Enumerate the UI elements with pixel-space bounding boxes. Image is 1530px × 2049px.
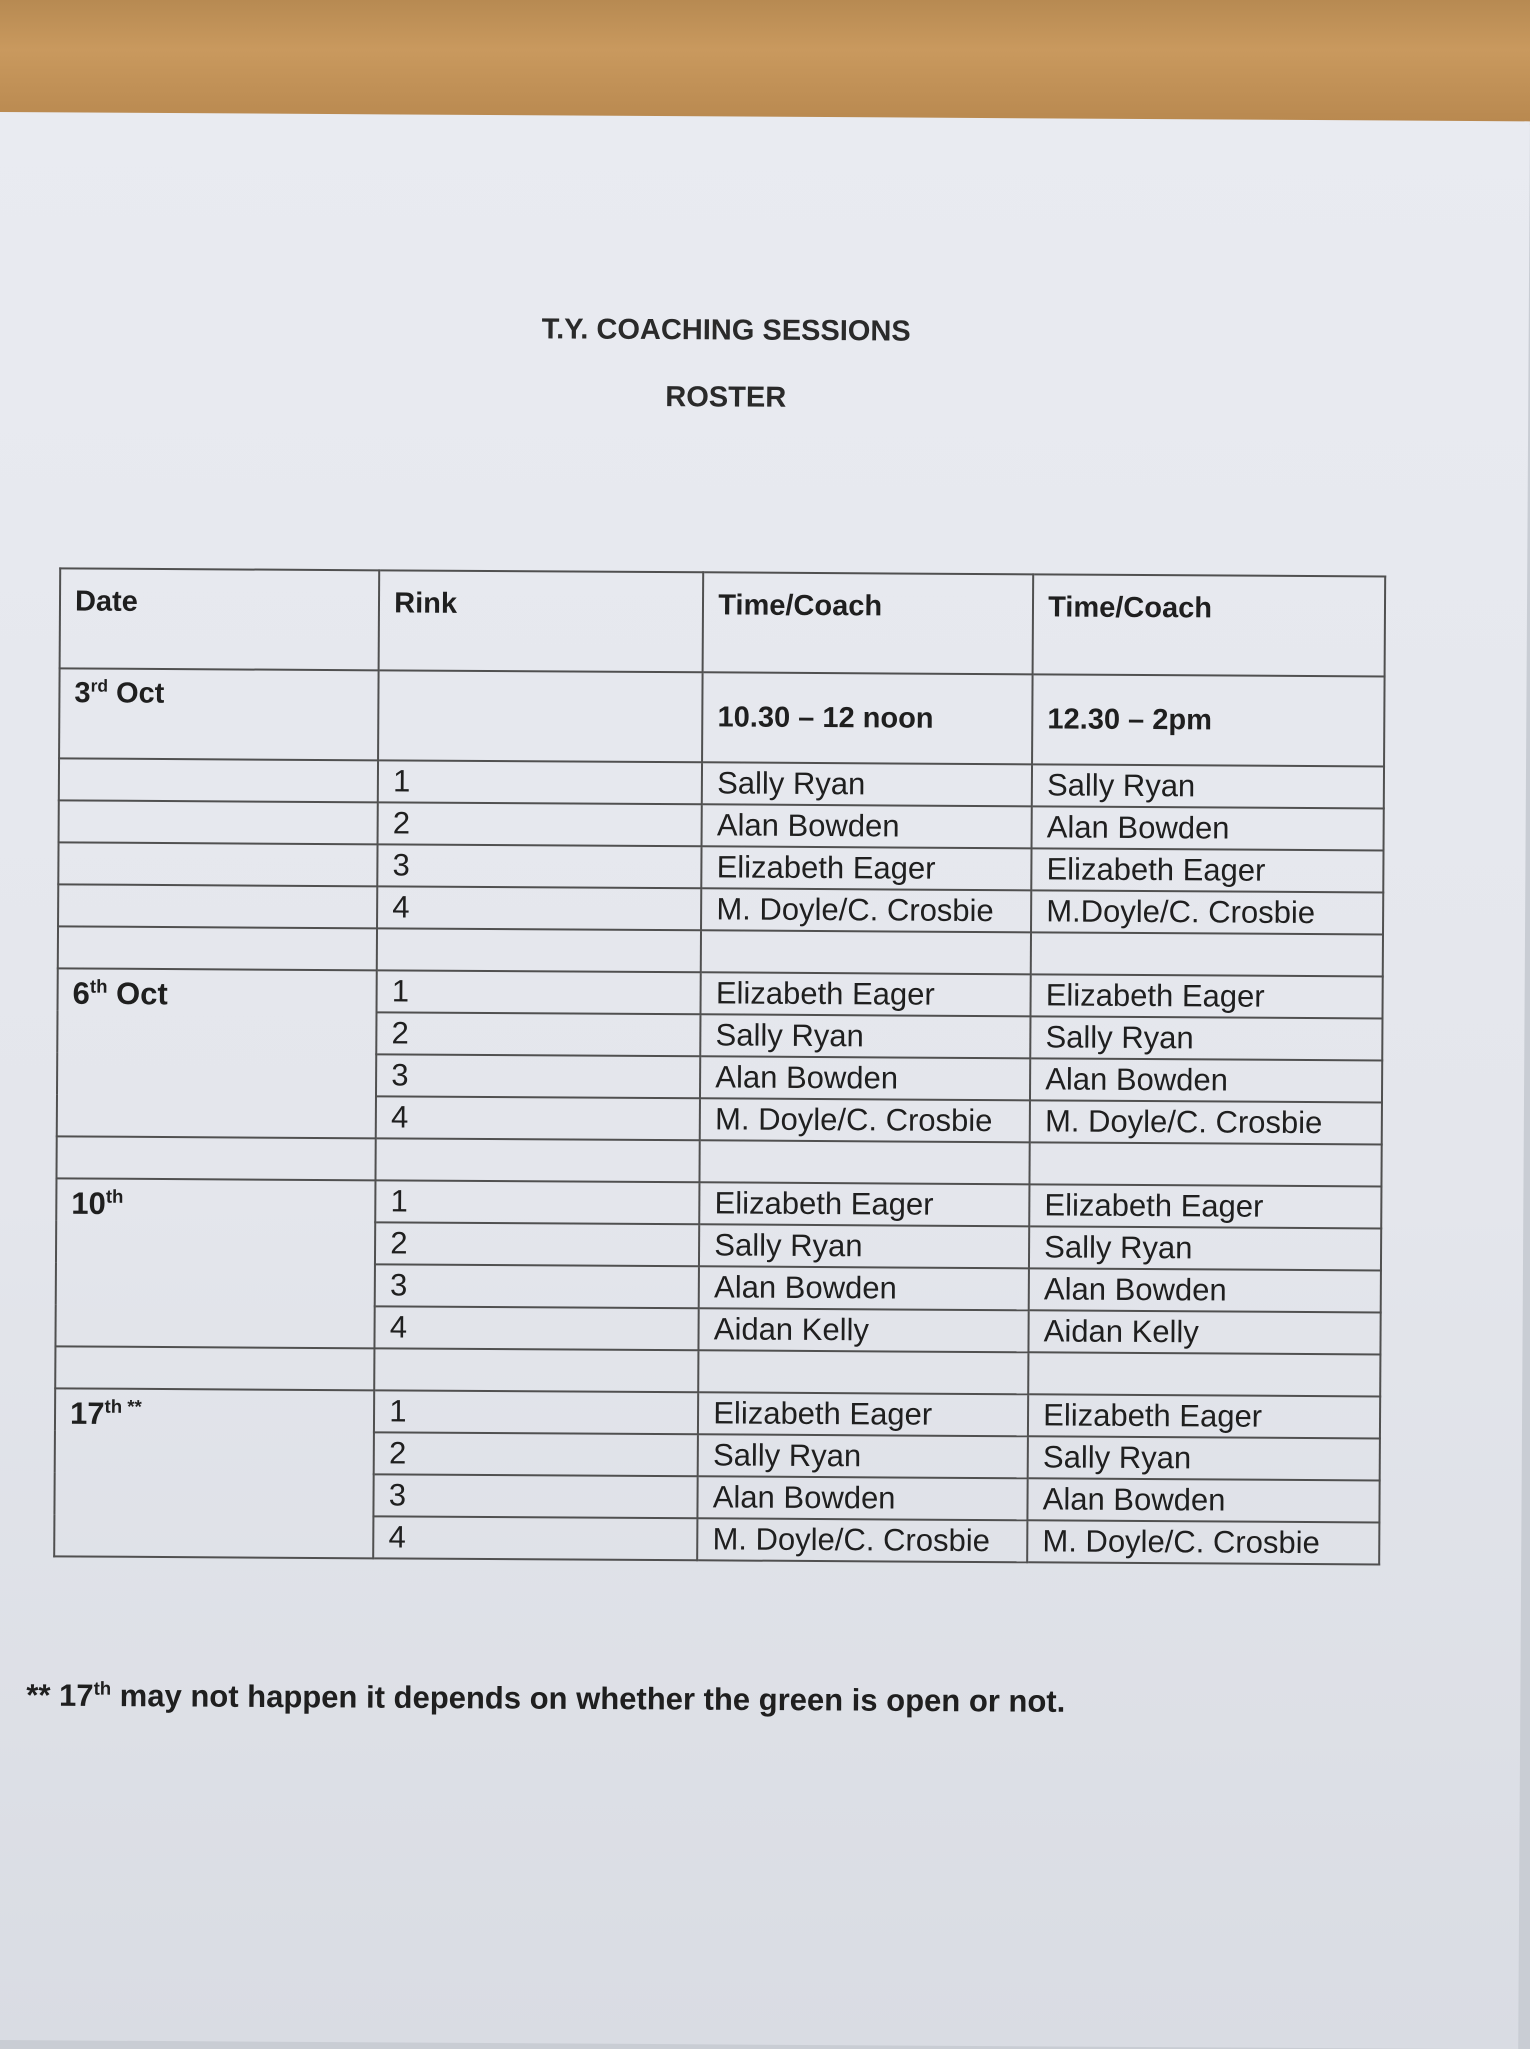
coach-slot-2: Sally Ryan bbox=[1028, 1436, 1380, 1480]
coach-slot-1: Sally Ryan bbox=[702, 762, 1032, 806]
date-month: Oct bbox=[108, 677, 165, 709]
rink-number: 1 bbox=[377, 970, 701, 1014]
date-suffix: th bbox=[106, 1186, 124, 1207]
rink-cell-empty bbox=[378, 670, 703, 762]
time-slot-2: 12.30 – 2pm bbox=[1032, 674, 1384, 766]
rink-number: 1 bbox=[375, 1180, 699, 1224]
date-cell-empty bbox=[58, 884, 377, 928]
date-suffix: th ** bbox=[105, 1396, 142, 1417]
coach-slot-1: Elizabeth Eager bbox=[702, 846, 1032, 890]
coach-slot-2: Sally Ryan bbox=[1030, 1016, 1382, 1060]
session-date bbox=[59, 668, 379, 760]
coach-slot-2: Elizabeth Eager bbox=[1028, 1394, 1380, 1438]
spacer-cell bbox=[55, 1346, 374, 1390]
coach-slot-1: Sally Ryan bbox=[699, 1224, 1029, 1268]
table-row bbox=[58, 968, 1383, 1018]
date-cell-empty bbox=[58, 842, 377, 886]
rink-number: 4 bbox=[375, 1306, 699, 1350]
coach-slot-2: Elizabeth Eager bbox=[1031, 974, 1383, 1018]
coach-slot-1: Alan Bowden bbox=[698, 1476, 1028, 1520]
date-cell-empty bbox=[59, 800, 378, 844]
spacer-cell bbox=[374, 1348, 698, 1392]
spacer-cell bbox=[58, 926, 377, 970]
document-subtitle: ROSTER bbox=[0, 377, 1453, 419]
coach-slot-1: M. Doyle/C. Crosbie bbox=[700, 1098, 1030, 1142]
rink-number: 2 bbox=[375, 1222, 699, 1266]
rink-number: 1 bbox=[374, 1390, 698, 1434]
coach-slot-1: Alan Bowden bbox=[699, 1266, 1029, 1310]
spacer-cell bbox=[1028, 1352, 1380, 1396]
table-row bbox=[55, 1388, 1380, 1438]
document-title: T.Y. COACHING SESSIONS bbox=[0, 310, 1454, 352]
coach-slot-1: Sally Ryan bbox=[700, 1014, 1030, 1058]
spacer-cell bbox=[1030, 1142, 1382, 1186]
wooden-table-surface bbox=[0, 0, 1530, 125]
rink-number: 1 bbox=[378, 760, 702, 804]
date-day: 3 bbox=[74, 677, 90, 709]
rink-number: 2 bbox=[374, 1432, 698, 1476]
coach-slot-2: Alan Bowden bbox=[1032, 806, 1384, 850]
header-date: Date bbox=[60, 568, 380, 670]
header-rink: Rink bbox=[379, 570, 704, 672]
rink-number: 2 bbox=[378, 802, 702, 846]
date-month: Oct bbox=[107, 976, 168, 1011]
session-date bbox=[54, 1388, 374, 1558]
coach-slot-2: Alan Bowden bbox=[1028, 1478, 1380, 1522]
coach-slot-1: M. Doyle/C. Crosbie bbox=[701, 888, 1031, 932]
spacer-cell bbox=[1031, 932, 1383, 976]
coach-slot-1: Alan Bowden bbox=[700, 1056, 1030, 1100]
header-time-coach-1: Time/Coach bbox=[703, 572, 1034, 674]
rink-number: 4 bbox=[373, 1516, 697, 1560]
time-slot-1: 10.30 – 12 noon bbox=[702, 672, 1032, 764]
coach-slot-1: Aidan Kelly bbox=[699, 1308, 1029, 1352]
coach-slot-1: M. Doyle/C. Crosbie bbox=[697, 1518, 1027, 1562]
coach-slot-2: Sally Ryan bbox=[1032, 764, 1384, 808]
rink-number: 3 bbox=[375, 1264, 699, 1308]
footnote-marker: ** bbox=[26, 1678, 59, 1713]
paper-sheet bbox=[0, 112, 1530, 2049]
date-suffix: th bbox=[90, 976, 108, 997]
rink-number: 2 bbox=[376, 1012, 700, 1056]
rink-number: 4 bbox=[377, 886, 701, 930]
rink-number: 3 bbox=[377, 844, 701, 888]
coach-slot-1: Sally Ryan bbox=[698, 1434, 1028, 1478]
spacer-cell bbox=[700, 1140, 1030, 1184]
date-day: 6 bbox=[73, 976, 90, 1011]
footnote-suffix: th bbox=[94, 1678, 112, 1699]
coach-slot-1: Elizabeth Eager bbox=[698, 1392, 1028, 1436]
date-cell-empty bbox=[59, 758, 378, 802]
date-day: 17 bbox=[70, 1396, 105, 1431]
coach-slot-2: Alan Bowden bbox=[1030, 1058, 1382, 1102]
rink-number: 3 bbox=[374, 1474, 698, 1518]
date-day: 10 bbox=[71, 1186, 106, 1221]
session-date bbox=[57, 968, 377, 1138]
footnote-date: 17 bbox=[59, 1678, 94, 1713]
rink-number: 4 bbox=[376, 1096, 700, 1140]
roster-table bbox=[53, 567, 1386, 1565]
coach-slot-2: Alan Bowden bbox=[1029, 1268, 1381, 1312]
coach-slot-2: M. Doyle/C. Crosbie bbox=[1030, 1100, 1382, 1144]
header-time-coach-2: Time/Coach bbox=[1033, 574, 1385, 676]
footnote bbox=[26, 1677, 1426, 1722]
header-row bbox=[60, 568, 1386, 676]
coach-slot-2: Elizabeth Eager bbox=[1029, 1184, 1381, 1228]
table-row bbox=[56, 1178, 1381, 1228]
coach-slot-1: Elizabeth Eager bbox=[701, 972, 1031, 1016]
footnote-text: may not happen it depends on whether the green is open or not. bbox=[111, 1678, 1065, 1719]
rink-number: 3 bbox=[376, 1054, 700, 1098]
spacer-cell bbox=[56, 1136, 375, 1180]
spacer-cell bbox=[376, 1138, 700, 1182]
coach-slot-2: M.Doyle/C. Crosbie bbox=[1031, 890, 1383, 934]
date-suffix: rd bbox=[91, 676, 109, 696]
coach-slot-2: Aidan Kelly bbox=[1029, 1310, 1381, 1354]
coach-slot-2: M. Doyle/C. Crosbie bbox=[1027, 1520, 1379, 1564]
spacer-cell bbox=[377, 928, 701, 972]
spacer-cell bbox=[701, 930, 1031, 974]
coach-slot-1: Elizabeth Eager bbox=[699, 1182, 1029, 1226]
spacer-cell bbox=[698, 1350, 1028, 1394]
time-slot-row bbox=[59, 668, 1385, 766]
coach-slot-2: Elizabeth Eager bbox=[1031, 848, 1383, 892]
session-date bbox=[55, 1178, 375, 1348]
coach-slot-1: Alan Bowden bbox=[702, 804, 1032, 848]
coach-slot-2: Sally Ryan bbox=[1029, 1226, 1381, 1270]
